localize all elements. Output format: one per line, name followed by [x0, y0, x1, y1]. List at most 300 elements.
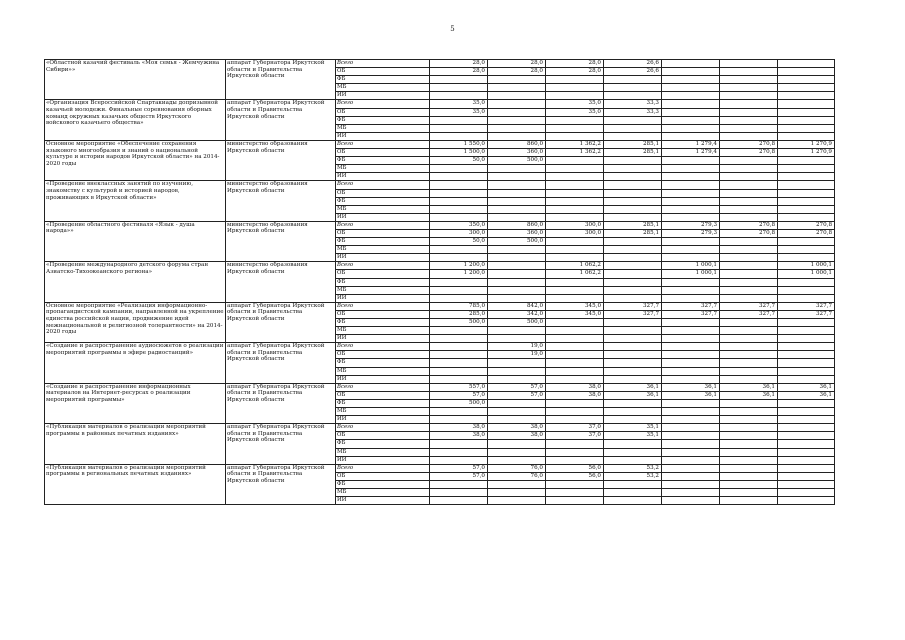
amount-cell [546, 173, 604, 181]
amount-cell [778, 92, 835, 100]
amount-cell [488, 262, 546, 270]
amount-cell: 1 000,1 [662, 270, 720, 278]
amount-cell [720, 213, 778, 221]
funding-source-cell: ОБ [336, 472, 430, 480]
amount-cell [662, 197, 720, 205]
amount-cell [778, 84, 835, 92]
amount-cell [430, 294, 488, 302]
amount-cell [546, 238, 604, 246]
amount-cell [430, 254, 488, 262]
funding-source-cell: Всего [336, 464, 430, 472]
amount-cell [430, 497, 488, 505]
funding-source-cell: ФБ [336, 157, 430, 165]
amount-cell [604, 399, 662, 407]
amount-cell [546, 213, 604, 221]
amount-cell [430, 213, 488, 221]
amount-cell [604, 286, 662, 294]
amount-cell [778, 197, 835, 205]
amount-cell [778, 189, 835, 197]
amount-cell [604, 173, 662, 181]
amount-cell: 36,1 [604, 383, 662, 391]
table-row [45, 140, 835, 148]
amount-cell: 1 000,1 [662, 262, 720, 270]
amount-cell [488, 440, 546, 448]
event-name-cell: «Организация Всероссийской Спартакиады допризывной казачьей молодежи. Финальные соревнования оборных команд окружных казачьих обществ Иркутского войскового казачьего общества» [45, 100, 226, 140]
amount-cell: 500,0 [430, 319, 488, 327]
amount-cell [604, 189, 662, 197]
funding-source-cell: ОБ [336, 229, 430, 237]
amount-cell: 38,0 [488, 432, 546, 440]
amount-cell [430, 189, 488, 197]
amount-cell [488, 335, 546, 343]
amount-cell: 285,1 [604, 149, 662, 157]
amount-cell [604, 132, 662, 140]
amount-cell: 53,2 [604, 464, 662, 472]
amount-cell [778, 424, 835, 432]
funding-source-cell: Всего [336, 100, 430, 108]
amount-cell [662, 181, 720, 189]
funding-source-cell: ИИ [336, 456, 430, 464]
amount-cell: 37,0 [546, 432, 604, 440]
amount-cell: 56,0 [546, 464, 604, 472]
amount-cell [720, 254, 778, 262]
responsible-cell: аппарат Губернатора Иркутской области и Правительства Иркутской области [226, 464, 336, 504]
funding-source-cell: ФБ [336, 399, 430, 407]
amount-cell [488, 327, 546, 335]
funding-source-cell: МБ [336, 286, 430, 294]
funding-source-cell: ИИ [336, 335, 430, 343]
amount-cell: 76,0 [488, 472, 546, 480]
amount-cell [604, 343, 662, 351]
responsible-cell: аппарат Губернатора Иркутской области и Правительства Иркутской области [226, 100, 336, 140]
amount-cell: 300,0 [546, 229, 604, 237]
amount-cell [604, 408, 662, 416]
funding-source-cell: ОБ [336, 270, 430, 278]
amount-cell [662, 100, 720, 108]
amount-cell [720, 246, 778, 254]
amount-cell [546, 359, 604, 367]
amount-cell [604, 116, 662, 124]
funding-source-cell: ИИ [336, 416, 430, 424]
amount-cell [662, 173, 720, 181]
amount-cell [430, 359, 488, 367]
amount-cell [778, 294, 835, 302]
amount-cell [778, 464, 835, 472]
funding-source-cell: МБ [336, 84, 430, 92]
funding-source-cell: Всего [336, 262, 430, 270]
amount-cell [778, 359, 835, 367]
amount-cell [778, 497, 835, 505]
amount-cell [488, 416, 546, 424]
amount-cell [778, 343, 835, 351]
responsible-cell: аппарат Губернатора Иркутской области и Правительства Иркутской области [226, 302, 336, 342]
amount-cell [546, 76, 604, 84]
amount-cell [488, 294, 546, 302]
amount-cell [546, 246, 604, 254]
amount-cell [662, 124, 720, 132]
amount-cell [662, 286, 720, 294]
amount-cell [430, 132, 488, 140]
amount-cell: 279,3 [662, 221, 720, 229]
amount-cell: 860,0 [488, 140, 546, 148]
amount-cell [778, 319, 835, 327]
amount-cell [430, 327, 488, 335]
amount-cell: 360,0 [488, 149, 546, 157]
amount-cell: 270,8 [778, 221, 835, 229]
amount-cell [720, 448, 778, 456]
amount-cell: 28,0 [546, 60, 604, 68]
amount-cell: 37,0 [546, 424, 604, 432]
amount-cell [720, 100, 778, 108]
amount-cell: 36,1 [778, 391, 835, 399]
funding-source-cell: Всего [336, 302, 430, 310]
amount-cell [720, 165, 778, 173]
amount-cell: 327,7 [604, 310, 662, 318]
amount-cell: 1 200,0 [430, 262, 488, 270]
amount-cell [604, 335, 662, 343]
amount-cell: 1 062,2 [546, 262, 604, 270]
responsible-cell: аппарат Губернатора Иркутской области и Правительства Иркутской области [226, 60, 336, 100]
amount-cell [662, 408, 720, 416]
amount-cell [546, 294, 604, 302]
amount-cell [720, 359, 778, 367]
event-name-cell: «Создание и распространение аудиосюжетов о реализации мероприятий программы в эфире радиостанций» [45, 343, 226, 383]
amount-cell [662, 278, 720, 286]
amount-cell [662, 472, 720, 480]
amount-cell [778, 408, 835, 416]
amount-cell [662, 319, 720, 327]
amount-cell [546, 416, 604, 424]
amount-cell [778, 480, 835, 488]
amount-cell: 327,7 [778, 302, 835, 310]
funding-source-cell: МБ [336, 246, 430, 254]
amount-cell: 345,0 [546, 302, 604, 310]
amount-cell [430, 278, 488, 286]
funding-source-cell: Всего [336, 424, 430, 432]
funding-source-cell: ОБ [336, 310, 430, 318]
amount-cell: 36,1 [720, 383, 778, 391]
amount-cell: 36,1 [720, 391, 778, 399]
funding-source-cell: ФБ [336, 238, 430, 246]
amount-cell [662, 238, 720, 246]
amount-cell: 1 362,2 [546, 140, 604, 148]
amount-cell [720, 84, 778, 92]
amount-cell [662, 165, 720, 173]
amount-cell [546, 165, 604, 173]
amount-cell [430, 416, 488, 424]
amount-cell [604, 165, 662, 173]
funding-source-cell: МБ [336, 448, 430, 456]
amount-cell [430, 367, 488, 375]
amount-cell: 327,7 [604, 302, 662, 310]
amount-cell: 35,0 [430, 100, 488, 108]
amount-cell [604, 238, 662, 246]
amount-cell [720, 270, 778, 278]
amount-cell [546, 84, 604, 92]
amount-cell [546, 335, 604, 343]
funding-source-cell: ОБ [336, 189, 430, 197]
amount-cell: 1 279,4 [662, 140, 720, 148]
amount-cell [604, 480, 662, 488]
amount-cell [488, 181, 546, 189]
amount-cell: 1 550,0 [430, 140, 488, 148]
amount-cell [720, 464, 778, 472]
funding-source-cell: ИИ [336, 213, 430, 221]
amount-cell [430, 480, 488, 488]
event-name-cell: «Проведение внеклассных занятий по изучению, знакомству с культурой и историей народов, проживающих в Иркутской области» [45, 181, 226, 221]
amount-cell: 50,0 [430, 238, 488, 246]
amount-cell [662, 60, 720, 68]
amount-cell: 38,0 [546, 391, 604, 399]
amount-cell [430, 173, 488, 181]
funding-source-cell: ИИ [336, 132, 430, 140]
amount-cell [720, 440, 778, 448]
amount-cell [430, 165, 488, 173]
amount-cell: 76,0 [488, 464, 546, 472]
amount-cell [720, 286, 778, 294]
amount-cell [488, 488, 546, 496]
funding-source-cell: Всего [336, 60, 430, 68]
amount-cell: 1 000,1 [778, 262, 835, 270]
funding-source-cell: ИИ [336, 375, 430, 383]
amount-cell [488, 132, 546, 140]
amount-cell: 1 000,1 [778, 270, 835, 278]
amount-cell [488, 124, 546, 132]
table-row [45, 464, 835, 472]
amount-cell [546, 343, 604, 351]
amount-cell [778, 440, 835, 448]
amount-cell: 35,0 [430, 108, 488, 116]
amount-cell [720, 68, 778, 76]
amount-cell [430, 92, 488, 100]
amount-cell [546, 116, 604, 124]
amount-cell [720, 60, 778, 68]
responsible-cell: аппарат Губернатора Иркутской области и Правительства Иркутской области [226, 383, 336, 423]
amount-cell: 28,0 [488, 68, 546, 76]
amount-cell [604, 278, 662, 286]
funding-source-cell: ОБ [336, 108, 430, 116]
amount-cell [488, 165, 546, 173]
amount-cell: 785,0 [430, 302, 488, 310]
funding-source-cell: ФБ [336, 359, 430, 367]
amount-cell: 270,8 [778, 229, 835, 237]
funding-source-cell: МБ [336, 367, 430, 375]
amount-cell [546, 351, 604, 359]
funding-source-cell: ОБ [336, 391, 430, 399]
amount-cell [662, 189, 720, 197]
amount-cell: 327,7 [720, 302, 778, 310]
amount-cell [546, 497, 604, 505]
amount-cell [430, 456, 488, 464]
amount-cell [662, 343, 720, 351]
amount-cell [662, 456, 720, 464]
responsible-cell: министерство образования Иркутской области [226, 140, 336, 180]
amount-cell [430, 448, 488, 456]
amount-cell [430, 181, 488, 189]
amount-cell: 270,8 [720, 221, 778, 229]
amount-cell [720, 294, 778, 302]
amount-cell: 36,1 [662, 391, 720, 399]
amount-cell [430, 116, 488, 124]
amount-cell: 36,1 [778, 383, 835, 391]
amount-cell [778, 351, 835, 359]
amount-cell [662, 399, 720, 407]
amount-cell [546, 440, 604, 448]
amount-cell [662, 375, 720, 383]
amount-cell [720, 173, 778, 181]
amount-cell [662, 213, 720, 221]
amount-cell [488, 286, 546, 294]
amount-cell: 285,1 [604, 221, 662, 229]
funding-source-cell: ФБ [336, 278, 430, 286]
amount-cell [662, 464, 720, 472]
amount-cell [662, 480, 720, 488]
amount-cell: 50,0 [430, 157, 488, 165]
amount-cell [662, 351, 720, 359]
amount-cell [430, 440, 488, 448]
table-row [45, 221, 835, 229]
event-name-cell: Основное мероприятие «Реализация информационно-пропагандистской кампании, направленной на укрепление единства российской нации, продвижение идей межнациональной и религиозной толерантности» на 2014-2020 годы [45, 302, 226, 342]
funding-source-cell: ОБ [336, 149, 430, 157]
amount-cell: 35,0 [546, 108, 604, 116]
amount-cell: 327,7 [778, 310, 835, 318]
amount-cell [720, 197, 778, 205]
amount-cell: 557,0 [430, 383, 488, 391]
amount-cell [546, 375, 604, 383]
event-name-cell: «Проведение областного фестиваля «Язык - душа народа»» [45, 221, 226, 261]
responsible-cell: министерство образования Иркутской области [226, 221, 336, 261]
amount-cell: 19,0 [488, 343, 546, 351]
amount-cell [546, 254, 604, 262]
amount-cell [604, 327, 662, 335]
event-name-cell: «Областной казачий фестиваль «Моя семья - Жемчужина Сибири»» [45, 60, 226, 100]
amount-cell [778, 472, 835, 480]
program-funding-table [44, 59, 835, 505]
amount-cell: 26,6 [604, 68, 662, 76]
amount-cell [778, 286, 835, 294]
amount-cell [662, 440, 720, 448]
amount-cell [488, 76, 546, 84]
amount-cell [662, 205, 720, 213]
funding-source-cell: МБ [336, 327, 430, 335]
amount-cell: 57,0 [488, 391, 546, 399]
amount-cell: 1 362,2 [546, 149, 604, 157]
amount-cell [488, 189, 546, 197]
amount-cell [662, 327, 720, 335]
amount-cell [488, 197, 546, 205]
amount-cell: 342,0 [488, 310, 546, 318]
amount-cell [720, 132, 778, 140]
amount-cell [546, 448, 604, 456]
amount-cell [720, 456, 778, 464]
amount-cell [430, 205, 488, 213]
amount-cell [662, 488, 720, 496]
amount-cell: 28,0 [488, 60, 546, 68]
table-row [45, 60, 835, 68]
funding-source-cell: ИИ [336, 294, 430, 302]
amount-cell [430, 408, 488, 416]
amount-cell: 33,3 [604, 108, 662, 116]
funding-source-cell: ИИ [336, 173, 430, 181]
amount-cell [778, 100, 835, 108]
amount-cell: 1 200,0 [430, 270, 488, 278]
table-row [45, 262, 835, 270]
amount-cell: 500,0 [488, 157, 546, 165]
amount-cell [604, 456, 662, 464]
amount-cell: 300,0 [430, 229, 488, 237]
amount-cell: 500,0 [488, 238, 546, 246]
amount-cell [662, 68, 720, 76]
funding-source-cell: ФБ [336, 319, 430, 327]
amount-cell [604, 319, 662, 327]
amount-cell [662, 108, 720, 116]
amount-cell [778, 375, 835, 383]
amount-cell [546, 92, 604, 100]
funding-source-cell: Всего [336, 221, 430, 229]
amount-cell [546, 132, 604, 140]
amount-cell [662, 157, 720, 165]
amount-cell: 35,1 [604, 424, 662, 432]
amount-cell [778, 165, 835, 173]
amount-cell: 38,0 [430, 424, 488, 432]
amount-cell [546, 181, 604, 189]
amount-cell [604, 440, 662, 448]
amount-cell [662, 84, 720, 92]
amount-cell [662, 92, 720, 100]
amount-cell [720, 116, 778, 124]
amount-cell: 285,0 [430, 310, 488, 318]
amount-cell: 1 270,9 [778, 149, 835, 157]
amount-cell [430, 351, 488, 359]
amount-cell [430, 84, 488, 92]
funding-source-cell: ФБ [336, 116, 430, 124]
amount-cell [720, 472, 778, 480]
amount-cell [778, 456, 835, 464]
amount-cell [546, 124, 604, 132]
amount-cell [662, 432, 720, 440]
amount-cell [546, 189, 604, 197]
amount-cell [604, 262, 662, 270]
amount-cell [488, 92, 546, 100]
funding-source-cell: ИИ [336, 497, 430, 505]
amount-cell [604, 375, 662, 383]
amount-cell: 270,8 [720, 149, 778, 157]
amount-cell [546, 286, 604, 294]
responsible-cell: министерство образования Иркутской области [226, 262, 336, 302]
amount-cell [720, 367, 778, 375]
amount-cell [778, 76, 835, 84]
amount-cell [720, 262, 778, 270]
amount-cell [778, 335, 835, 343]
amount-cell [430, 286, 488, 294]
amount-cell: 53,2 [604, 472, 662, 480]
amount-cell [662, 448, 720, 456]
amount-cell [488, 84, 546, 92]
funding-source-cell: ОБ [336, 432, 430, 440]
amount-cell [720, 480, 778, 488]
amount-cell [720, 92, 778, 100]
amount-cell [604, 448, 662, 456]
amount-cell [546, 480, 604, 488]
funding-source-cell: Всего [336, 140, 430, 148]
amount-cell [430, 197, 488, 205]
amount-cell [488, 456, 546, 464]
amount-cell: 345,0 [546, 310, 604, 318]
amount-cell [720, 108, 778, 116]
amount-cell [488, 246, 546, 254]
amount-cell [720, 157, 778, 165]
amount-cell: 860,0 [488, 221, 546, 229]
